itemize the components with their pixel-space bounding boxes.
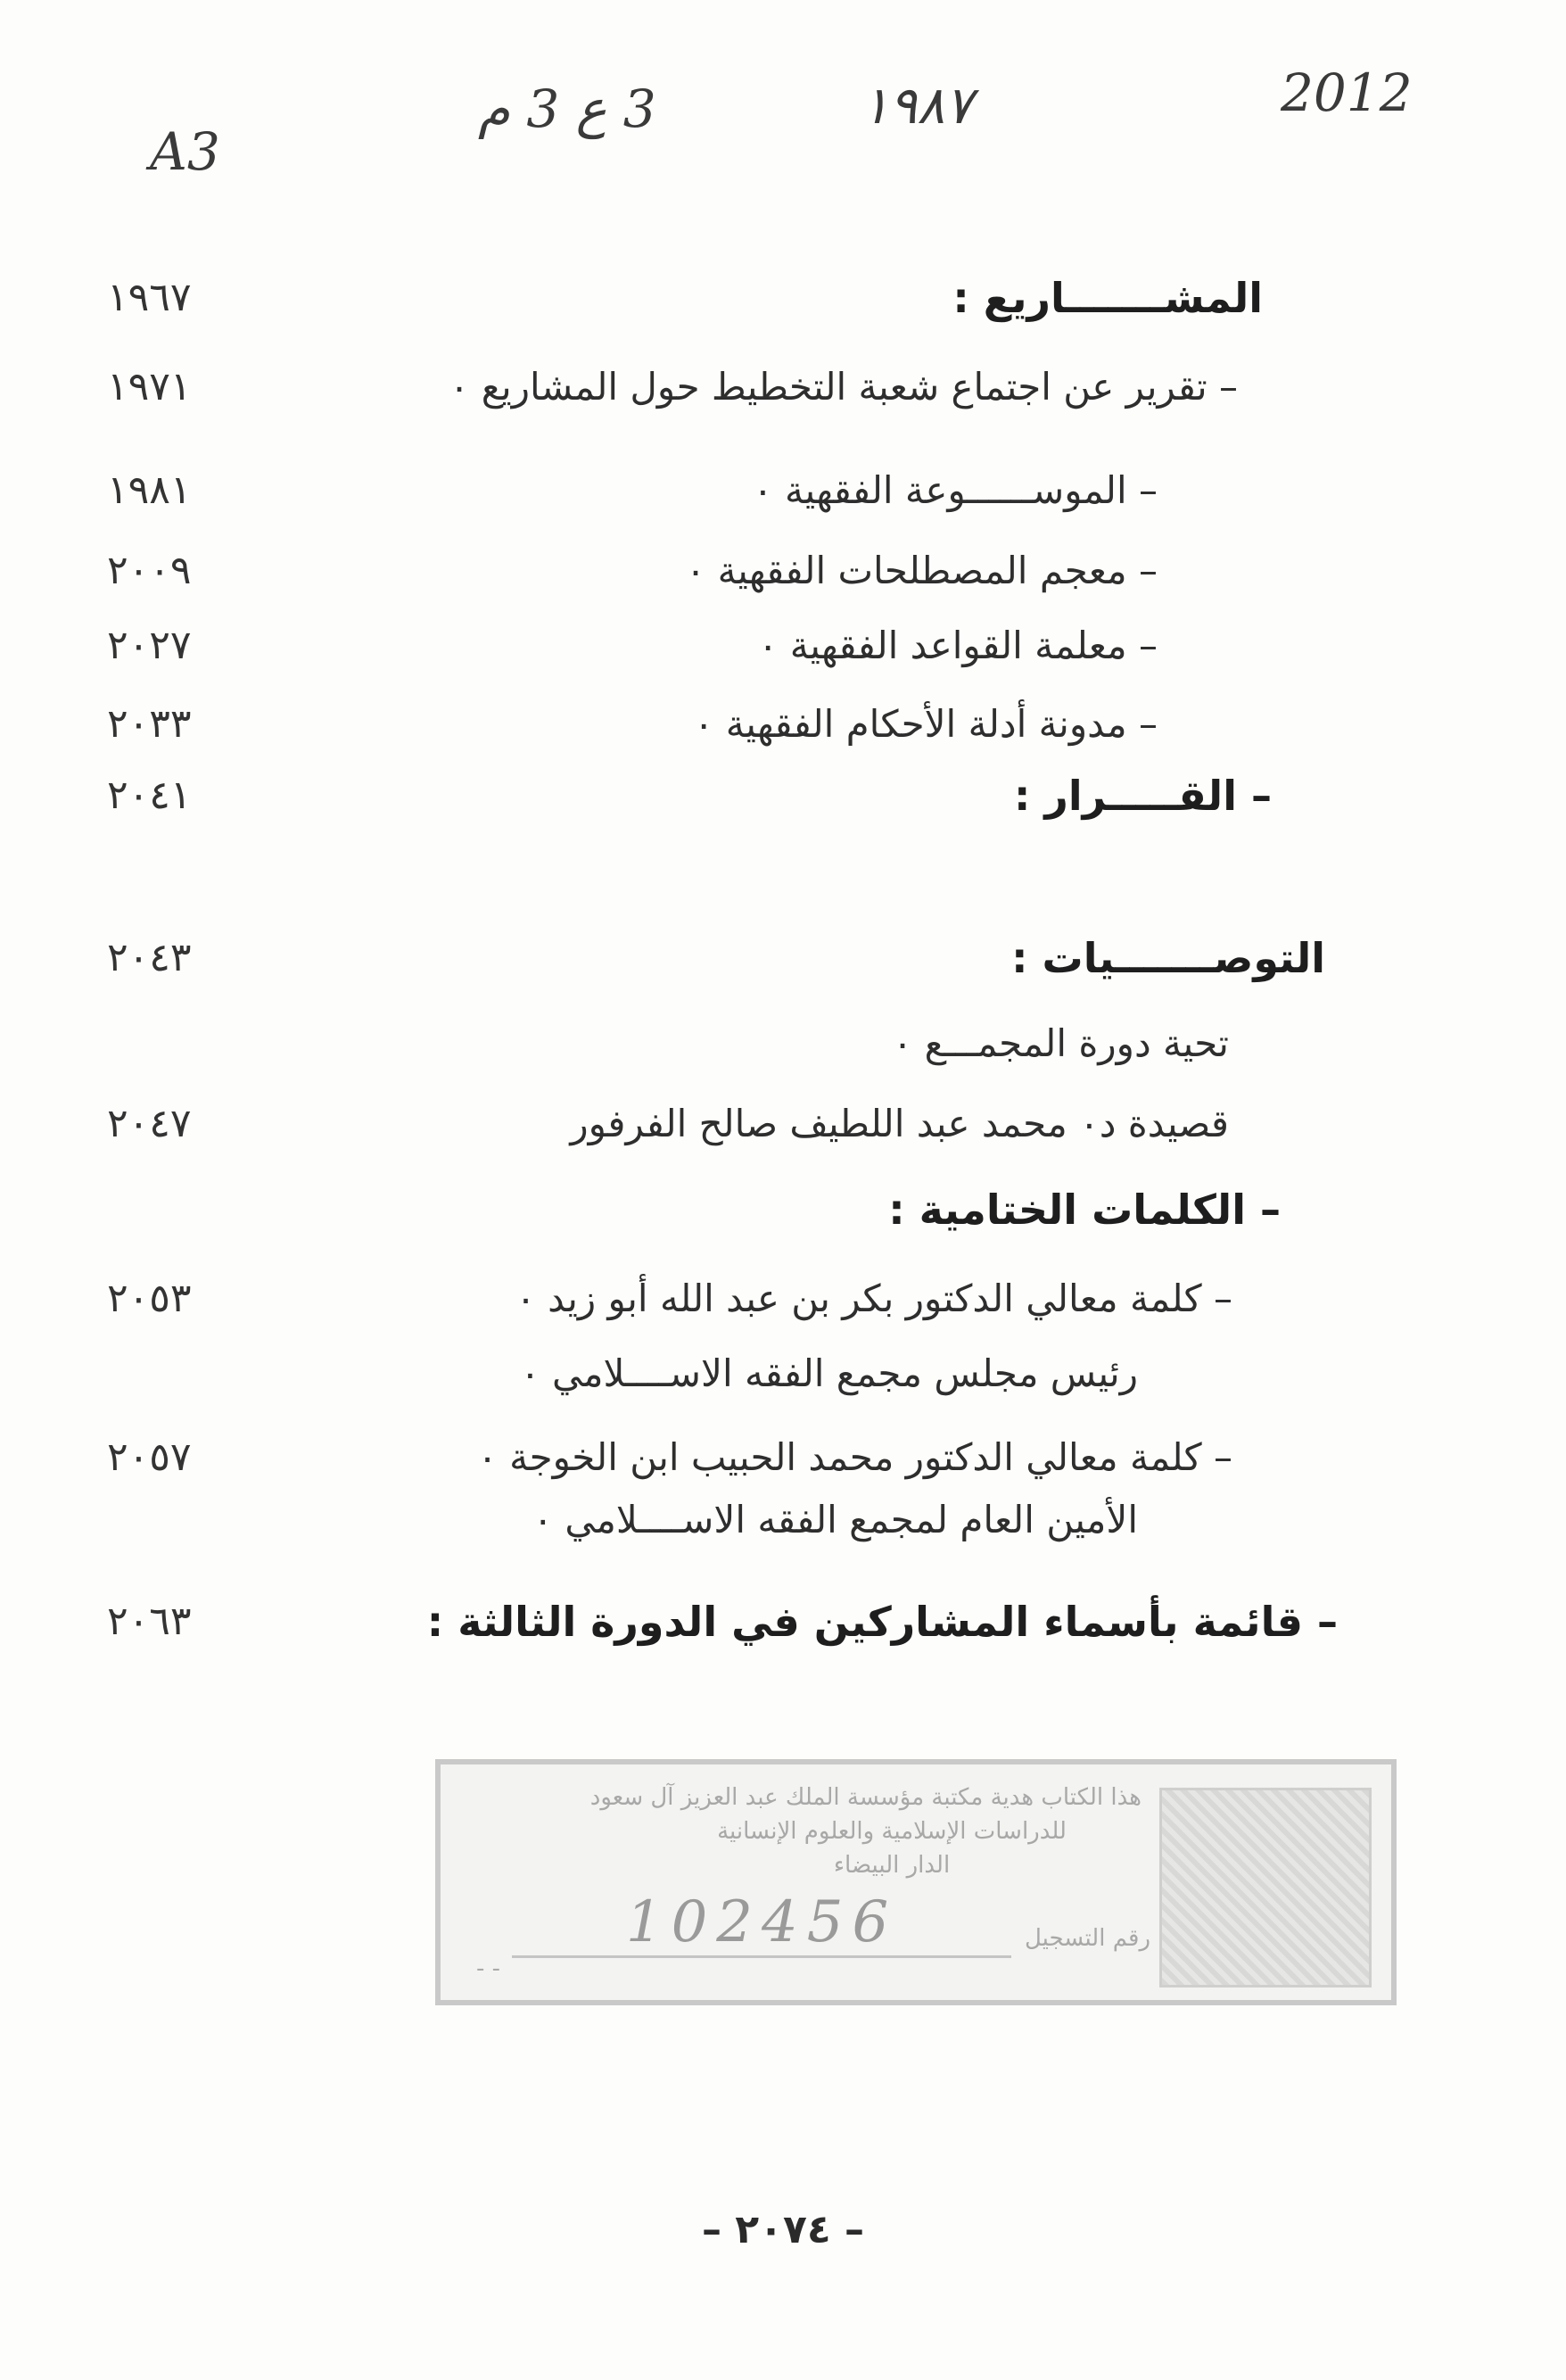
page-number: ١٩٧١: [107, 364, 192, 409]
handwritten-note-middle: 3 ع 3 م: [478, 79, 656, 139]
toc-entry: – الموســــــوعة الفقهية ٠: [753, 468, 1158, 512]
toc-row: [0, 760, 1566, 831]
page-number: ٢٠٤٣: [107, 935, 192, 980]
toc-row: [0, 455, 1566, 526]
toc-entry: – كلمة معالي الدكتور بكر بن عبد الله أبو زيد ٠: [515, 1277, 1232, 1320]
toc-heading: المشـــــــاريع :: [952, 274, 1263, 322]
page-number: ٢٠٣٣: [107, 701, 192, 747]
toc-heading: – الكلمات الختامية :: [888, 1186, 1281, 1234]
page-number: ٢٠٢٧: [107, 623, 192, 668]
toc-entry: – مدونة أدلة الأحكام الفقهية ٠: [693, 702, 1158, 746]
toc-heading: التوصـــــــيات :: [1011, 934, 1325, 982]
page-number: ٢٠٥٣: [107, 1276, 192, 1321]
toc-row: [0, 1338, 1566, 1409]
toc-row: [0, 922, 1566, 994]
toc-row: [0, 1586, 1566, 1657]
handwritten-note-right: 2012: [1281, 62, 1413, 123]
page-number: ٢٠٠٩: [107, 548, 192, 593]
toc-row: [0, 610, 1566, 682]
toc-entry: قصيدة د٠ محمد عبد اللطيف صالح الفرفور: [570, 1102, 1229, 1145]
page-number: ١٩٨١: [107, 467, 192, 513]
toc-entry: – معجم المصطلحات الفقهية ٠: [685, 549, 1158, 592]
stamp-registration-number: 102456: [512, 1889, 1011, 1958]
library-stamp: [435, 1759, 1397, 2005]
handwritten-note-left: A3: [150, 121, 220, 182]
stamp-line: للدراسات الإسلامية والعلوم الإنسانية: [717, 1818, 1067, 1845]
toc-heading: – قائمة بأسماء المشاركين في الدورة الثالثة :: [426, 1598, 1338, 1646]
page-number: ٢٠٦٣: [107, 1599, 192, 1644]
stamp-line: الدار البيضاء: [833, 1852, 951, 1879]
stamp-registration-label: رقم التسجيل: [1024, 1925, 1150, 1952]
page-number: ٢٠٥٧: [107, 1434, 192, 1480]
toc-row: [0, 1484, 1566, 1556]
toc-row: [0, 351, 1566, 423]
toc-entry: – تقرير عن اجتماع شعبة التخطيط حول المشاريع ٠: [449, 365, 1238, 409]
handwritten-note-year: ١٩٨٧: [861, 75, 973, 136]
toc-row: [0, 535, 1566, 607]
stamp-line: هذا الكتاب هدية مكتبة مؤسسة الملك عبد العزيز آل سعود: [589, 1784, 1142, 1811]
toc-row: [0, 1008, 1566, 1079]
toc-row: [0, 1088, 1566, 1160]
toc-entry: – معلمة القواعد الفقهية ٠: [757, 624, 1158, 667]
toc-row: [0, 262, 1566, 334]
toc-row: [0, 1422, 1566, 1493]
page-number: ٢٠٤٧: [107, 1101, 192, 1146]
toc-row: [0, 689, 1566, 760]
toc-entry: رئيس مجلس مجمع الفقه الاســــلامي ٠: [520, 1351, 1138, 1395]
toc-entry: – كلمة معالي الدكتور محمد الحبيب ابن الخوجة ٠: [477, 1435, 1232, 1479]
stamp-emblem-icon: [1159, 1788, 1372, 1987]
toc-row: [0, 1174, 1566, 1245]
page-number: ٢٠٤١: [107, 773, 192, 818]
page-footer-number: – ٢٠٧٤ –: [701, 2207, 865, 2252]
page-number: ١٩٦٧: [107, 275, 192, 320]
toc-entry: تحية دورة المجمـــع ٠: [892, 1021, 1229, 1065]
toc-heading: – القـــــرار :: [1013, 772, 1272, 820]
stamp-dash: - -: [476, 1955, 501, 1982]
toc-entry: الأمين العام لمجمع الفقه الاســــلامي ٠: [532, 1498, 1138, 1541]
toc-row: [0, 1263, 1566, 1335]
